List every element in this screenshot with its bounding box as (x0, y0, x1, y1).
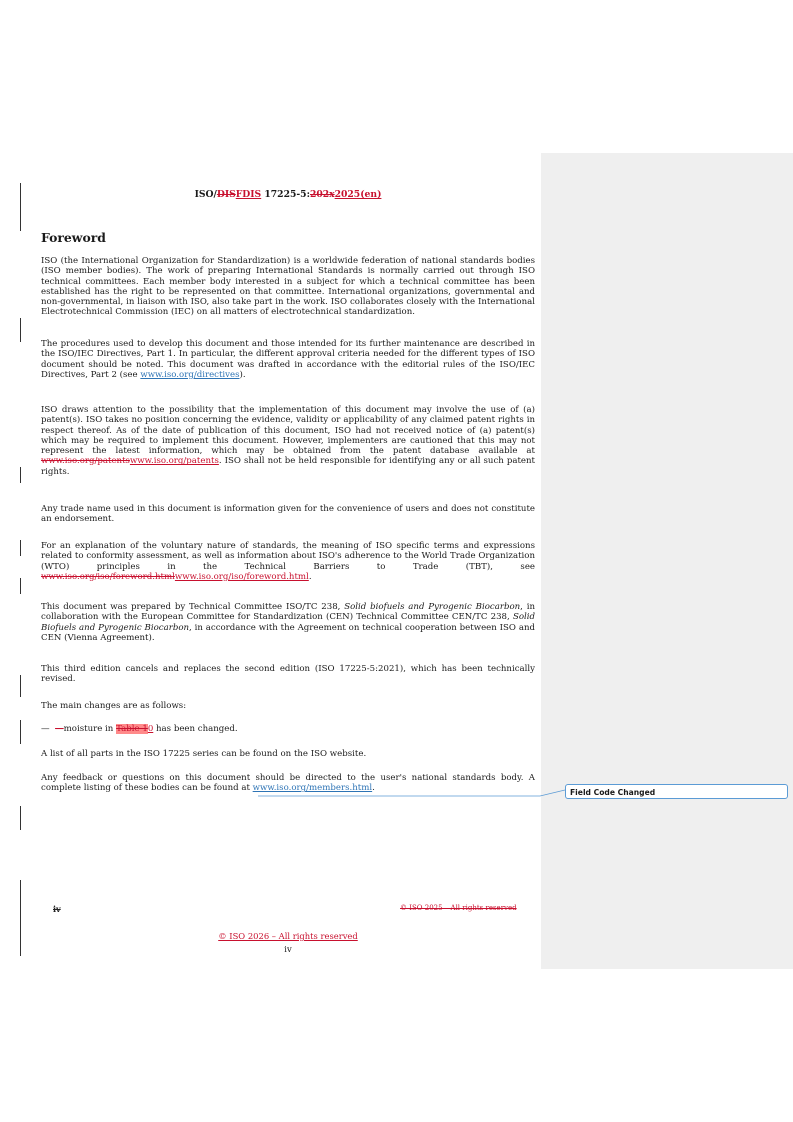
paragraph-text: . (308, 571, 312, 582)
foreword-link-inserted[interactable]: www.iso.org/iso/foreword.html (174, 571, 309, 582)
committee-title: Solid Biofuels and Pyrogenic Biocarbon (41, 612, 535, 633)
paragraph-text: ). (239, 369, 246, 380)
header-deleted-year: 202x (309, 189, 335, 200)
committee-title: Solid biofuels and Pyrogenic Biocarbon (344, 602, 521, 612)
paragraph-text: , in accordance with the Agreement on technical cooperation between ISO and CEN (Vienna Agreement). (41, 622, 535, 643)
paragraph-main-changes: The main changes are as follows: (41, 701, 187, 711)
paragraph-trade-name: Any trade name used in this document is information given for the convenience of users and does not constitute an endorsement. (41, 504, 535, 525)
list-item-text: moisture in (63, 724, 117, 734)
footer-old-copyright: © ISO 2025 – All rights reserved (400, 904, 517, 912)
footer-old-page-number: iv (53, 904, 61, 914)
members-link[interactable]: www.iso.org/members.html (252, 783, 373, 794)
paragraph-text: The procedures used to develop this document and those intended for its further maintenance are described in the ISO/IEC Directives, Part 1. In particular, the different approval criteria needed for the different types of ISO document should be noted. This document was drafted in accordance with the editorial rules of the ISO/IEC Directives, Part 2 (see (41, 339, 535, 380)
paragraph-text: Any feedback or questions on this document should be directed to the user's national standards body. A complete listing of these bodies can be found at (41, 773, 535, 794)
foreword-link-deleted[interactable]: www.iso.org/iso/foreword.html (41, 571, 175, 582)
header-inserted-year: 2025(en) (334, 189, 382, 200)
table-ref-inserted: 0 (147, 724, 154, 734)
paragraph-text: . (372, 783, 375, 794)
directives-link[interactable]: www.iso.org/directives (140, 369, 240, 380)
header-prefix: ISO/ (194, 189, 217, 200)
paragraph-text: This document was prepared by Technical Committee ISO/TC 238, (41, 602, 345, 612)
paragraph-text: , in collaboration with the European Committee for Standardization (CEN) Technical Committee CEN/TC 238, (41, 602, 535, 623)
table-ref-deleted: Table 1 (116, 724, 148, 734)
footer-page-number: iv (284, 944, 292, 954)
header-inserted-fdis: FDIS (235, 189, 262, 200)
patents-link-deleted[interactable]: www.iso.org/patents (41, 456, 130, 467)
footer-copyright-text: © ISO 2026 – All rights reserved (218, 931, 358, 941)
foreword-heading: Foreword (41, 230, 106, 245)
list-item-text: has been changed. (153, 724, 238, 734)
field-code-changed-balloon[interactable]: Field Code Changed (565, 784, 788, 799)
paragraph-text: . ISO shall not be held responsible for identifying any or all such patent rights. (41, 456, 535, 477)
paragraph-edition: This third edition cancels and replaces the second edition (ISO 17225-5:2021), which has been technically revised. (41, 664, 535, 685)
paragraph-text: For an explanation of the voluntary nature of standards, the meaning of ISO specific terms and expressions related to conformity assessment, as well as information about ISO's adherence to the World Trade Organization (WTO) principles in the Technical Barriers to Trade (TBT), see (41, 541, 535, 572)
patents-link-inserted[interactable]: www.iso.org/patents (129, 456, 219, 467)
footer-copyright (0, 931, 576, 941)
paragraph-series: A list of all parts in the ISO 17225 series can be found on the ISO website. (41, 749, 367, 759)
header-number: 17225-5: (261, 189, 310, 200)
header-deleted-dis: DIS (216, 189, 236, 200)
list-dash: — (41, 724, 50, 734)
paragraph-iso-intro: ISO (the International Organization for Standardization) is a worldwide federation of national standards bodies (ISO member bodies). The work of preparing International Standards is normally carried out through ISO technical committees. Each member body interested in a subject for which a technical committee has been established has the right to be represented on that committee. International organizations, governmental and non-governmental, in liaison with ISO, also take part in the work. ISO collaborates closely with the International Electrotechnical Commission (IEC) on all matters of electrotechnical standardization. (41, 256, 535, 318)
list-dash-deleted: — (55, 724, 64, 734)
paragraph-text: ISO draws attention to the possibility that the implementation of this document may involve the use of (a) patent(s). ISO takes no position concerning the evidence, validity or applicability of any claimed patent rights in respect thereof. As of the date of publication of this document, ISO had not received notice of (a) patent(s) which may be required to implement this document. However, implementers are cautioned that this may not represent the latest information, which may be obtained from the patent database available at (41, 405, 535, 457)
